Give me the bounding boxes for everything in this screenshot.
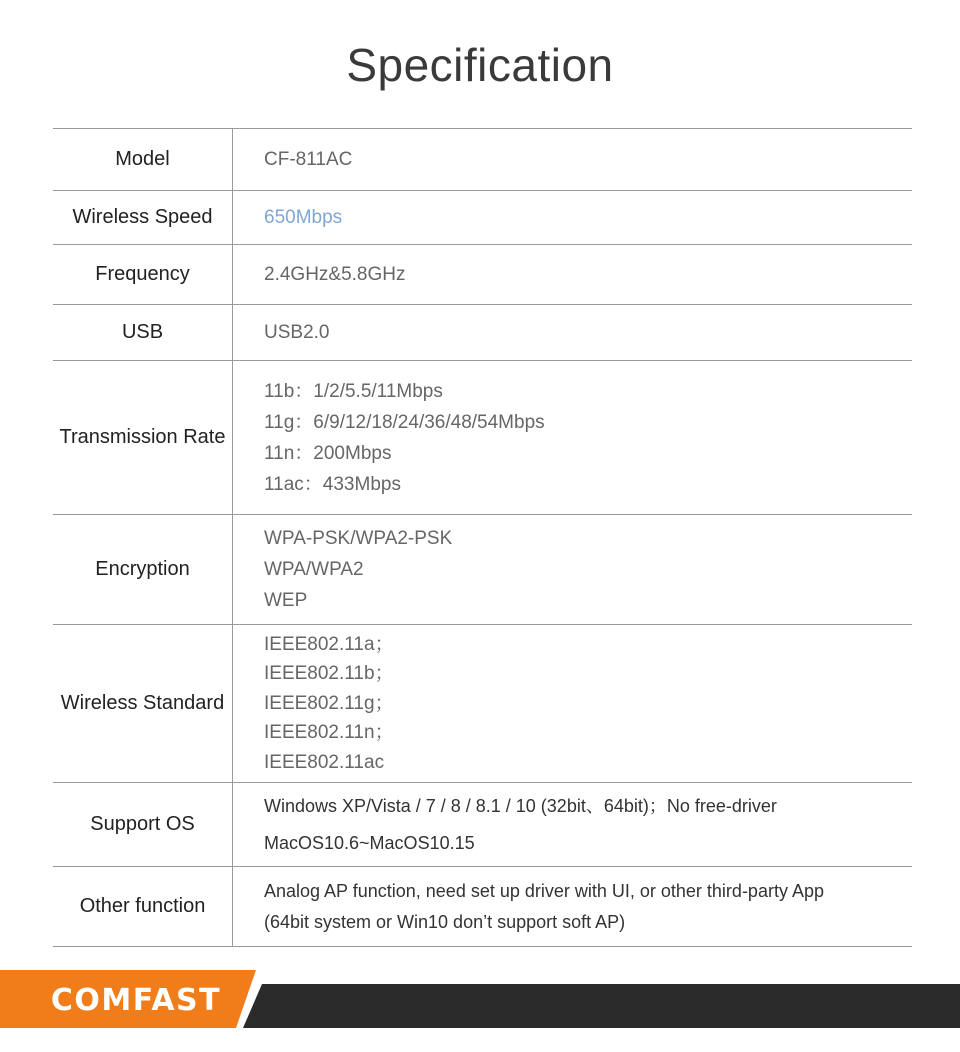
spec-value-line: WEP (264, 590, 308, 611)
spec-value-line: IEEE802.11b； (264, 663, 394, 685)
spec-row-wireless-speed (53, 191, 912, 245)
spec-value (233, 515, 913, 625)
spec-label: Other function (53, 867, 233, 947)
spec-value-line: IEEE802.11ac (264, 751, 385, 773)
spec-value (233, 361, 913, 515)
spec-value-line: 650Mbps (264, 207, 343, 228)
spec-label: USB (53, 305, 233, 361)
spec-value (233, 305, 913, 361)
spec-row-model (53, 129, 912, 191)
spec-label: Encryption (53, 515, 233, 625)
spec-row-wireless-standard (53, 625, 912, 783)
spec-value-line: IEEE802.11a； (264, 633, 394, 655)
spec-row-other-function (53, 867, 912, 947)
spec-value (233, 129, 913, 191)
specification-table (53, 128, 912, 947)
spec-label: Frequency (53, 245, 233, 305)
brand-footer-banner (0, 970, 960, 1028)
spec-row-support-os (53, 783, 912, 867)
spec-value-line: 11b：1/2/5.5/11Mbps (264, 380, 443, 402)
spec-value-line: 11n：200Mbps (264, 442, 392, 464)
footer-graphic (0, 970, 960, 1028)
page-title: Specification (346, 39, 614, 91)
spec-label: Wireless Standard (53, 625, 233, 783)
spec-value (233, 867, 913, 947)
spec-value (233, 783, 913, 867)
spec-label: Transmission Rate (53, 361, 233, 515)
spec-value-line: 11ac：433Mbps (264, 473, 401, 495)
spec-value (233, 191, 913, 245)
spec-row-encryption (53, 515, 912, 625)
comfast-logo: COMFAST (50, 983, 222, 1018)
spec-value-line: MacOS10.6~MacOS10.15 (264, 832, 475, 853)
spec-label: Wireless Speed (53, 191, 233, 245)
spec-value (233, 245, 913, 305)
spec-label: Support OS (53, 783, 233, 867)
spec-value-line: USB2.0 (264, 322, 330, 343)
footer-dark-band (243, 984, 960, 1028)
spec-value-line: IEEE802.11g； (264, 692, 394, 714)
spec-value (233, 625, 913, 783)
spec-value-line: 2.4GHz&5.8GHz (264, 264, 406, 285)
spec-value-line: Windows XP/Vista / 7 / 8 / 8.1 / 10 (32bit、64bit)；No free-driver (264, 795, 777, 816)
spec-value-line: IEEE802.11n； (264, 722, 394, 744)
spec-value-line: 11g：6/9/12/18/24/36/48/54Mbps (264, 411, 545, 433)
spec-row-frequency (53, 245, 912, 305)
spec-row-transmission-rate (53, 361, 912, 515)
spec-value-line: WPA/WPA2 (264, 559, 364, 580)
spec-value-line: WPA-PSK/WPA2-PSK (264, 528, 453, 549)
spec-value-line: CF-811AC (264, 149, 353, 170)
spec-row-usb (53, 305, 912, 361)
spec-label: Model (53, 129, 233, 191)
spec-value-line: (64bit system or Win10 don’t support soft AP) (264, 911, 626, 932)
spec-value-line: Analog AP function, need set up driver with UI, or other third-party App (264, 880, 824, 901)
